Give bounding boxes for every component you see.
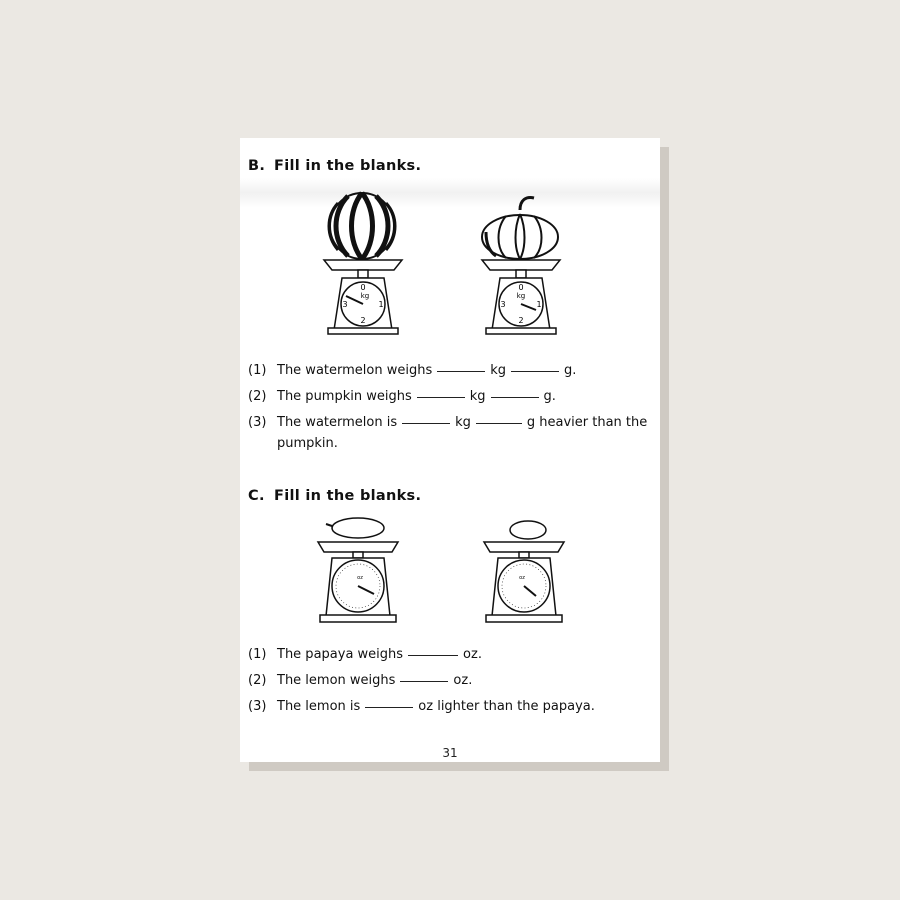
lemon-scale-illustration (478, 518, 574, 626)
question-text: The pumpkin weighs (277, 389, 412, 404)
question-text: The lemon is (277, 699, 361, 714)
dial-label-3: 3 (500, 300, 506, 309)
dial-label-0: 0 (518, 283, 524, 292)
dial-unit-kg: kg (516, 292, 526, 300)
question-number: (2) (248, 673, 267, 688)
answer-blank-g[interactable] (511, 370, 559, 372)
question-text-continued: pumpkin. (277, 436, 338, 451)
answer-blank-oz[interactable] (400, 680, 448, 682)
section-b-heading (248, 158, 421, 174)
dial-label-2: 2 (518, 316, 524, 325)
kg-scale-icon (324, 260, 402, 334)
pumpkin-icon (482, 198, 558, 260)
answer-blank-oz[interactable] (365, 706, 413, 708)
question-number: (2) (248, 389, 267, 404)
answer-blank-kg[interactable] (417, 396, 465, 398)
dial-label-0: 0 (360, 283, 366, 292)
dial-unit-kg: kg (360, 292, 370, 300)
answer-blank-g[interactable] (491, 396, 539, 398)
dial-label-1: 1 (378, 300, 384, 309)
dial-unit-oz: oz (357, 575, 363, 581)
question-text-end: g heavier than the (526, 415, 648, 430)
section-c-title: Fill in the blanks. (274, 488, 422, 504)
unit-kg: kg (469, 389, 486, 404)
unit-g: g. (564, 363, 577, 378)
unit-g: g. (543, 389, 556, 404)
oz-scale-icon (318, 542, 398, 622)
section-c-heading (248, 488, 421, 504)
question-number: (1) (248, 363, 267, 378)
kg-scale-icon (482, 260, 560, 334)
question-text: The papaya weighs (277, 647, 404, 662)
question-b1 (248, 360, 576, 381)
section-b-title: Fill in the blanks. (274, 158, 422, 174)
dial-label-1: 1 (536, 300, 542, 309)
question-text: The watermelon is (277, 415, 398, 430)
question-c3 (248, 696, 595, 717)
question-text-end: oz lighter than the papaya. (418, 699, 595, 714)
question-text: The watermelon weighs (277, 363, 433, 378)
question-number: (3) (248, 699, 267, 714)
workbook-page (240, 138, 660, 762)
unit-oz: oz. (463, 647, 482, 662)
unit-oz: oz. (453, 673, 473, 688)
page-number: 31 (442, 746, 458, 760)
question-c2 (248, 670, 472, 691)
lemon-icon (510, 521, 546, 539)
dial-unit-oz: oz (519, 575, 525, 581)
section-b-letter: B. (248, 158, 266, 174)
answer-blank-kg[interactable] (402, 422, 450, 424)
unit-kg: kg (490, 363, 507, 378)
oz-scale-icon (484, 542, 564, 622)
question-b3 (248, 412, 647, 454)
papaya-scale-illustration (312, 516, 408, 626)
question-b2 (248, 386, 556, 407)
watermelon-scale-illustration (318, 190, 408, 336)
unit-kg: kg (455, 415, 471, 430)
pumpkin-scale-illustration (476, 192, 566, 336)
papaya-icon (326, 518, 384, 538)
dial-label-2: 2 (360, 316, 366, 325)
dial-label-3: 3 (342, 300, 348, 309)
question-text: The lemon weighs (277, 673, 396, 688)
answer-blank-kg[interactable] (437, 370, 485, 372)
bleed-through-band (240, 178, 660, 208)
question-c1 (248, 644, 482, 665)
answer-blank-g[interactable] (476, 422, 522, 424)
section-c-letter: C. (248, 488, 265, 504)
question-number: (3) (248, 415, 267, 430)
watermelon-icon (329, 193, 395, 259)
answer-blank-oz[interactable] (408, 654, 458, 656)
question-number: (1) (248, 647, 267, 662)
